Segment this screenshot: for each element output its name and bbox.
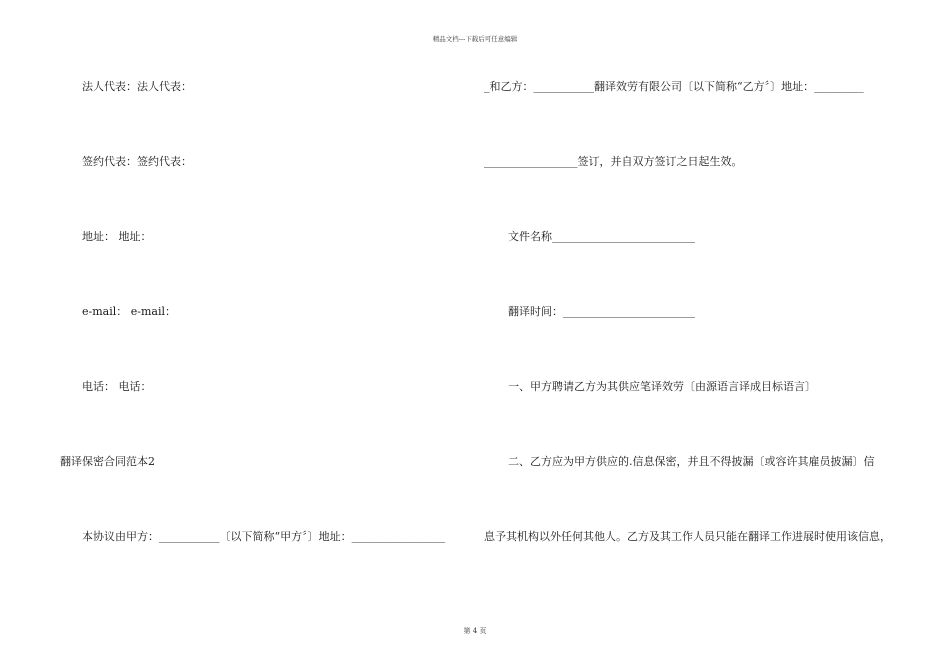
email-line: e-mail： e-mail：: [82, 305, 176, 318]
signing-representative-line: 签约代表：签约代表：: [82, 155, 192, 168]
clause-two-continued: 息予其机构以外任何其他人。乙方及其工作人员只能在翻译工作进展时使用该信息，: [484, 530, 891, 543]
legal-representative-line: 法人代表：法人代表：: [82, 80, 192, 93]
page-footer: 第 4 页: [463, 627, 487, 635]
clause-one: 一、甲方聘请乙方为其供应笔译效劳〔由源语言译成目标语言〕: [508, 380, 816, 393]
agreement-party-a-line: 本协议由甲方：___________〔以下简称“甲方〞〕地址：_________________: [82, 530, 446, 543]
section-title: 翻译保密合同范本2: [60, 455, 155, 468]
effective-date-line: _________________签订，并自双方签订之日起生效。: [484, 155, 743, 168]
page-header: 精品文档---下载后可任意编辑: [432, 35, 518, 43]
party-b-line: _和乙方：___________翻译效劳有限公司〔以下简称“乙方〞〕地址：_________: [484, 80, 864, 93]
clause-two: 二、乙方应为甲方供应的.信息保密，并且不得披漏〔或容许其雇员披漏〕信: [508, 455, 875, 468]
phone-line: 电话： 电话：: [82, 380, 152, 393]
translation-time-line: 翻译时间：________________________: [508, 305, 695, 318]
address-line: 地址： 地址：: [82, 230, 152, 243]
document-name-line: 文件名称__________________________: [508, 230, 695, 243]
